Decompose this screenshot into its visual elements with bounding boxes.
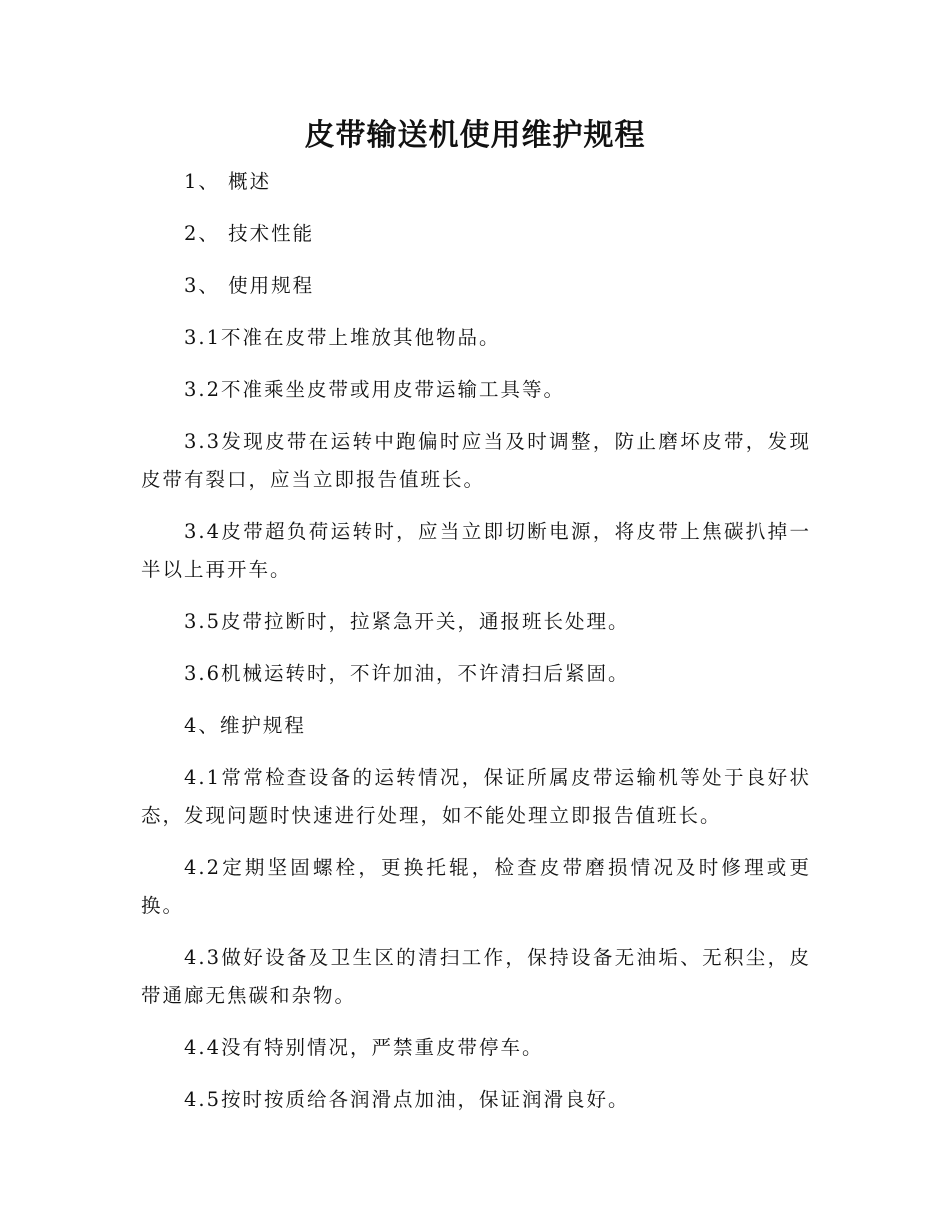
paragraph-4-1: 4.1常常检查设备的运转情况，保证所属皮带运输机等处于良好状态，发现问题时快速进行处理，如不能处理立即报告值班长。 <box>141 766 811 827</box>
paragraph-4-3: 4.3做好设备及卫生区的清扫工作，保持设备无油垢、无积尘，皮带通廊无焦碳和杂物。 <box>141 946 811 1007</box>
paragraph-3-6: 3.6机械运转时，不许加油，不许清扫后紧固。 <box>184 662 630 685</box>
document-title: 皮带输送机使用维护规程 <box>304 118 646 153</box>
paragraph-maintenance-rules: 4、维护规程 <box>184 714 306 737</box>
paragraph-3-4: 3.4皮带超负荷运转时，应当立即切断电源，将皮带上焦碳扒掉一半以上再开车。 <box>141 520 811 581</box>
paragraph-4-5: 4.5按时按质给各润滑点加油，保证润滑良好。 <box>184 1088 630 1111</box>
paragraph-3-1: 3.1不准在皮带上堆放其他物品。 <box>184 326 501 349</box>
paragraph-technical-performance: 2、 技术性能 <box>184 222 315 245</box>
paragraph-3-5: 3.5皮带拉断时，拉紧急开关，通报班长处理。 <box>184 610 630 633</box>
paragraph-4-4: 4.4没有特别情况，严禁重皮带停车。 <box>184 1036 544 1059</box>
paragraph-3-3: 3.3发现皮带在运转中跑偏时应当及时调整，防止磨坏皮带，发现皮带有裂口，应当立即报告值班长。 <box>141 430 811 491</box>
document-body <box>141 163 811 1119</box>
paragraph-3-2: 3.2不准乘坐皮带或用皮带运输工具等。 <box>184 378 566 401</box>
paragraph-usage-rules: 3、 使用规程 <box>184 274 315 297</box>
paragraph-overview: 1、 概述 <box>184 170 272 193</box>
paragraph-4-2: 4.2定期坚固螺栓，更换托辊，检查皮带磨损情况及时修理或更换。 <box>141 856 811 917</box>
